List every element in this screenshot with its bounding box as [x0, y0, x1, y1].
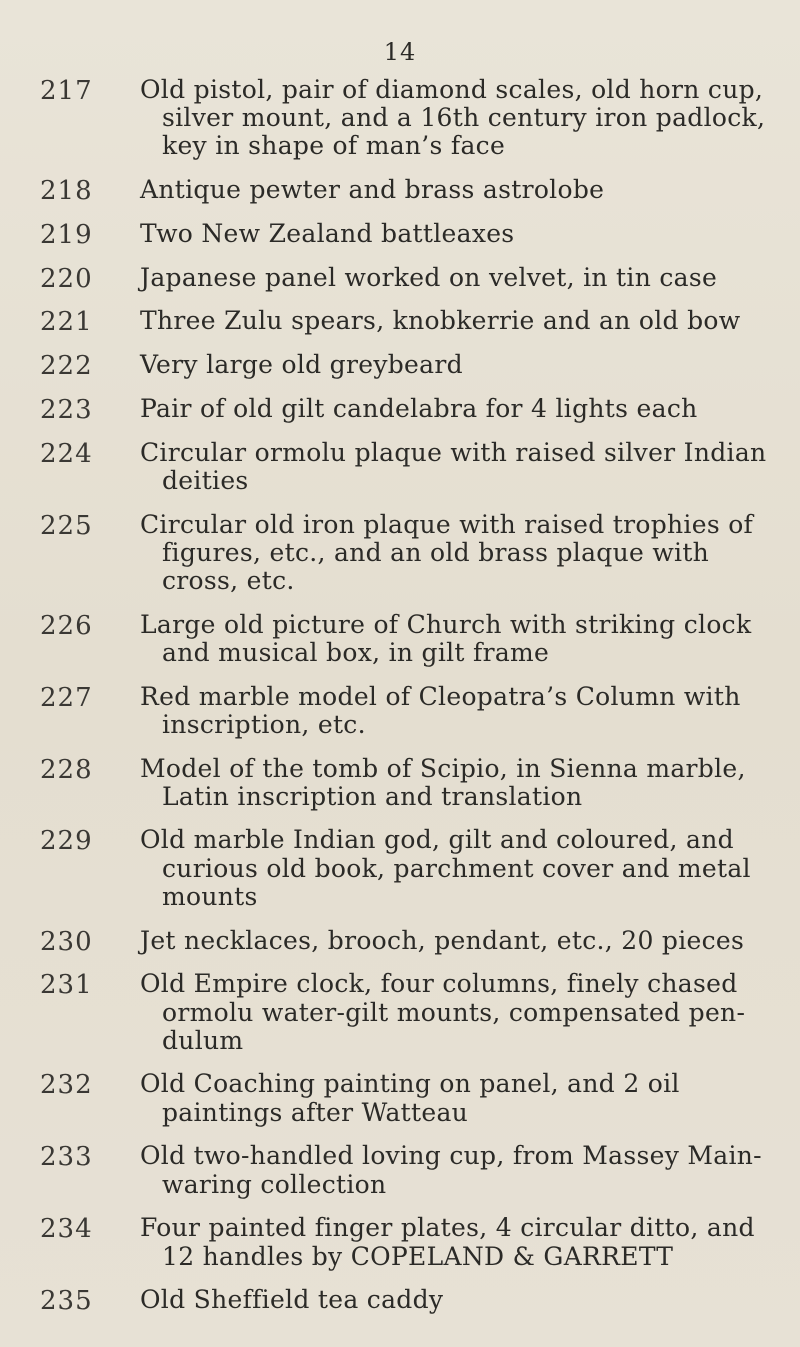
lot-number: 233 [40, 1142, 93, 1173]
lot-description-line: deities [162, 465, 249, 495]
lot-description-line: Japanese panel worked on velvet, in tin case [140, 262, 718, 292]
lot-number: 229 [40, 826, 93, 857]
lot-description-line: waring collection [162, 1169, 387, 1199]
lot-description-line: Old Empire clock, four columns, finely chased [140, 969, 738, 999]
lot-description-line: Old Sheffield tea caddy [140, 1285, 444, 1315]
lot-description-line: and musical box, in gilt frame [162, 637, 550, 667]
lot-number: 231 [40, 970, 93, 1001]
lot-number: 219 [40, 219, 93, 250]
lot-description [140, 1142, 788, 1198]
lot-description-line: figures, etc., and an old brass plaque with [162, 537, 710, 567]
lot-description [140, 76, 788, 161]
lot-description-line: dulum [162, 1025, 244, 1055]
lot-description [140, 176, 788, 204]
lot-description [140, 683, 788, 739]
lot-description-line: Old Coaching painting on panel, and 2 oil [140, 1069, 680, 1099]
lot-number: 225 [40, 510, 93, 541]
lot-number: 226 [40, 610, 93, 641]
lot-description-line: curious old book, parchment cover and metal [162, 853, 751, 883]
lot-description-line: Old two-handled loving cup, from Massey Main- [140, 1141, 762, 1171]
lot-number: 223 [40, 394, 93, 425]
lot-description [140, 1070, 788, 1126]
lot-description-line: Latin inscription and translation [162, 781, 583, 811]
lot-description-line: ormolu water-gilt mounts, compensated pen- [162, 997, 746, 1027]
lot-description-line: Old marble Indian god, gilt and coloured, and [140, 825, 734, 855]
lot-number: 224 [40, 438, 93, 469]
lot-description [140, 611, 788, 667]
lot-description [140, 395, 788, 423]
lot-description [140, 1214, 788, 1270]
lot-number: 221 [40, 307, 93, 338]
lot-number: 222 [40, 351, 93, 382]
lot-number: 220 [40, 263, 93, 294]
lot-number: 217 [40, 76, 93, 106]
lot-description-line: Antique pewter and brass astrolobe [140, 175, 605, 205]
lot-description-line: Red marble model of Cleopatra’s Column with [140, 681, 741, 711]
lot-description-line: key in shape of man’s face [162, 131, 506, 161]
lot-description-line: Large old picture of Church with striking clock [140, 609, 752, 639]
lot-description [140, 927, 788, 955]
lot-number: 228 [40, 754, 93, 785]
lot-description [140, 264, 788, 292]
lot-description-line: Two New Zealand battleaxes [140, 218, 515, 248]
lot-description-line: silver mount, and a 16th century iron padlock, [162, 103, 766, 133]
lot-number: 230 [40, 926, 93, 957]
lot-description-line: Circular old iron plaque with raised trophies of [140, 509, 754, 539]
lot-description [140, 351, 788, 379]
lot-description-line: Very large old greybeard [140, 350, 463, 380]
lot-description [140, 307, 788, 335]
page-number: 14 [383, 38, 417, 66]
lot-description-line: Old pistol, pair of diamond scales, old horn cup, [140, 75, 764, 104]
lot-number: 227 [40, 682, 93, 713]
lot-number: 234 [40, 1214, 93, 1245]
lot-number: 232 [40, 1070, 93, 1101]
lot-description-line: Pair of old gilt candelabra for 4 lights each [140, 393, 698, 423]
lot-description-line: paintings after Watteau [162, 1097, 469, 1127]
lot-description-line: Model of the tomb of Scipio, in Sienna marble, [140, 753, 746, 783]
lot-description-line: Jet necklaces, brooch, pendant, etc., 20 pieces [140, 925, 745, 955]
lot-number: 235 [40, 1286, 93, 1317]
lot-description [140, 826, 788, 911]
lot-description-line: Circular ormolu plaque with raised silver Indian [140, 437, 767, 467]
lot-description-line: mounts [162, 881, 258, 911]
lot-description [140, 1286, 788, 1314]
lot-description-line: Four painted finger plates, 4 circular ditto, and [140, 1213, 755, 1243]
lot-description [140, 970, 788, 1055]
lot-description-line: inscription, etc. [162, 709, 366, 739]
lot-description [140, 755, 788, 811]
lot-description [140, 220, 788, 248]
lot-description [140, 439, 788, 495]
lot-description [140, 511, 788, 596]
lot-description-line: cross, etc. [162, 565, 295, 595]
lot-description-line: 12 handles by COPELAND & GARRETT [162, 1241, 674, 1271]
lot-number: 218 [40, 176, 93, 207]
lot-description-line: Three Zulu spears, knobkerrie and an old bow [140, 306, 741, 336]
